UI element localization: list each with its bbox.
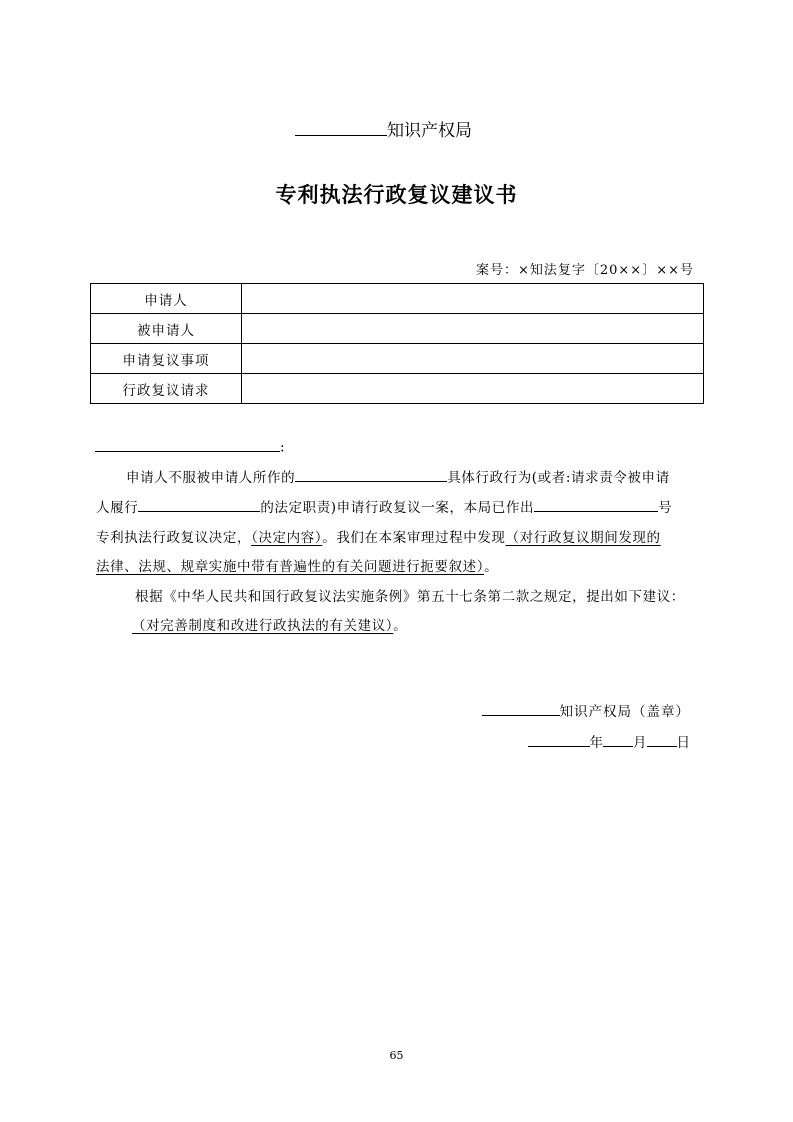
case-number: 案号：×知法复字〔20××〕××号 <box>475 263 694 278</box>
text-segment: 专利执法行政复议决定， <box>96 530 252 546</box>
document-title: 专利执法行政复议建议书 <box>275 182 518 207</box>
paragraph-2-line-1 <box>135 585 685 605</box>
info-table <box>90 283 704 404</box>
row-value-review-matter[interactable] <box>242 344 704 374</box>
paragraph-2-line-2 <box>132 614 407 634</box>
issuer-suffix: 知识产权局 <box>387 121 472 141</box>
page-number: 65 <box>389 1049 404 1062</box>
row-label-review-request: 行政复议请求 <box>91 374 242 404</box>
table-row <box>91 284 704 314</box>
day-label: 日 <box>676 735 690 751</box>
issue-description-placeholder: （对行政复议期间发现的 <box>505 530 661 546</box>
signature-office: 知识产权局（盖章） <box>559 704 690 720</box>
issue-description-placeholder-cont: 法律、法规、规章实施中带有普遍性的有关问题进行扼要叙述） <box>96 559 485 575</box>
row-value-applicant[interactable] <box>242 284 704 314</box>
text-segment: 号 <box>658 500 673 516</box>
duty-blank <box>138 498 260 513</box>
issuer-line <box>295 116 472 141</box>
row-label-review-matter: 申请复议事项 <box>91 344 242 374</box>
addressee-line <box>95 437 285 456</box>
addressee-blank <box>95 437 280 452</box>
paragraph-1-line-1 <box>126 466 670 486</box>
decision-content-placeholder: （决定内容） <box>251 530 323 546</box>
paragraph-1-line-2 <box>96 496 672 516</box>
text-segment: 。 <box>484 559 499 575</box>
table-row <box>91 314 704 344</box>
text-segment: 。我们在本案审理过程中发现 <box>322 530 506 546</box>
decision-number-blank <box>534 498 658 513</box>
table-row <box>91 344 704 374</box>
month-blank <box>603 733 633 748</box>
date-line <box>528 731 691 751</box>
day-blank <box>647 733 677 748</box>
text-segment: 根据《中华人民共和国行政复议法实施条例》第五十七条第二款之规定，提出如下建议： <box>135 589 685 605</box>
row-value-respondent[interactable] <box>242 314 704 344</box>
month-label: 月 <box>633 735 647 751</box>
row-value-review-request[interactable] <box>242 374 704 404</box>
text-segment: 的法定职责)申请行政复议一案，本局已作出 <box>260 500 535 516</box>
text-segment: 申请人不服被申请人所作的 <box>126 470 296 486</box>
text-segment: 人履行 <box>96 500 139 516</box>
issuer-blank <box>295 118 387 136</box>
table-row <box>91 374 704 404</box>
year-blank <box>528 733 590 748</box>
row-label-respondent: 被申请人 <box>91 314 242 344</box>
text-segment: 具体行政行为(或者:请求责令被申请 <box>447 470 670 486</box>
signature-line <box>482 700 691 720</box>
signature-office-blank <box>482 702 560 717</box>
row-label-applicant: 申请人 <box>91 284 242 314</box>
text-segment: 。 <box>393 618 408 634</box>
addressee-colon: : <box>280 439 286 456</box>
paragraph-1-line-4 <box>96 555 498 575</box>
action-blank <box>295 468 447 483</box>
year-label: 年 <box>589 735 603 751</box>
suggestion-placeholder: （对完善制度和改进行政执法的有关建议） <box>132 618 394 634</box>
paragraph-1-line-3 <box>96 526 661 546</box>
